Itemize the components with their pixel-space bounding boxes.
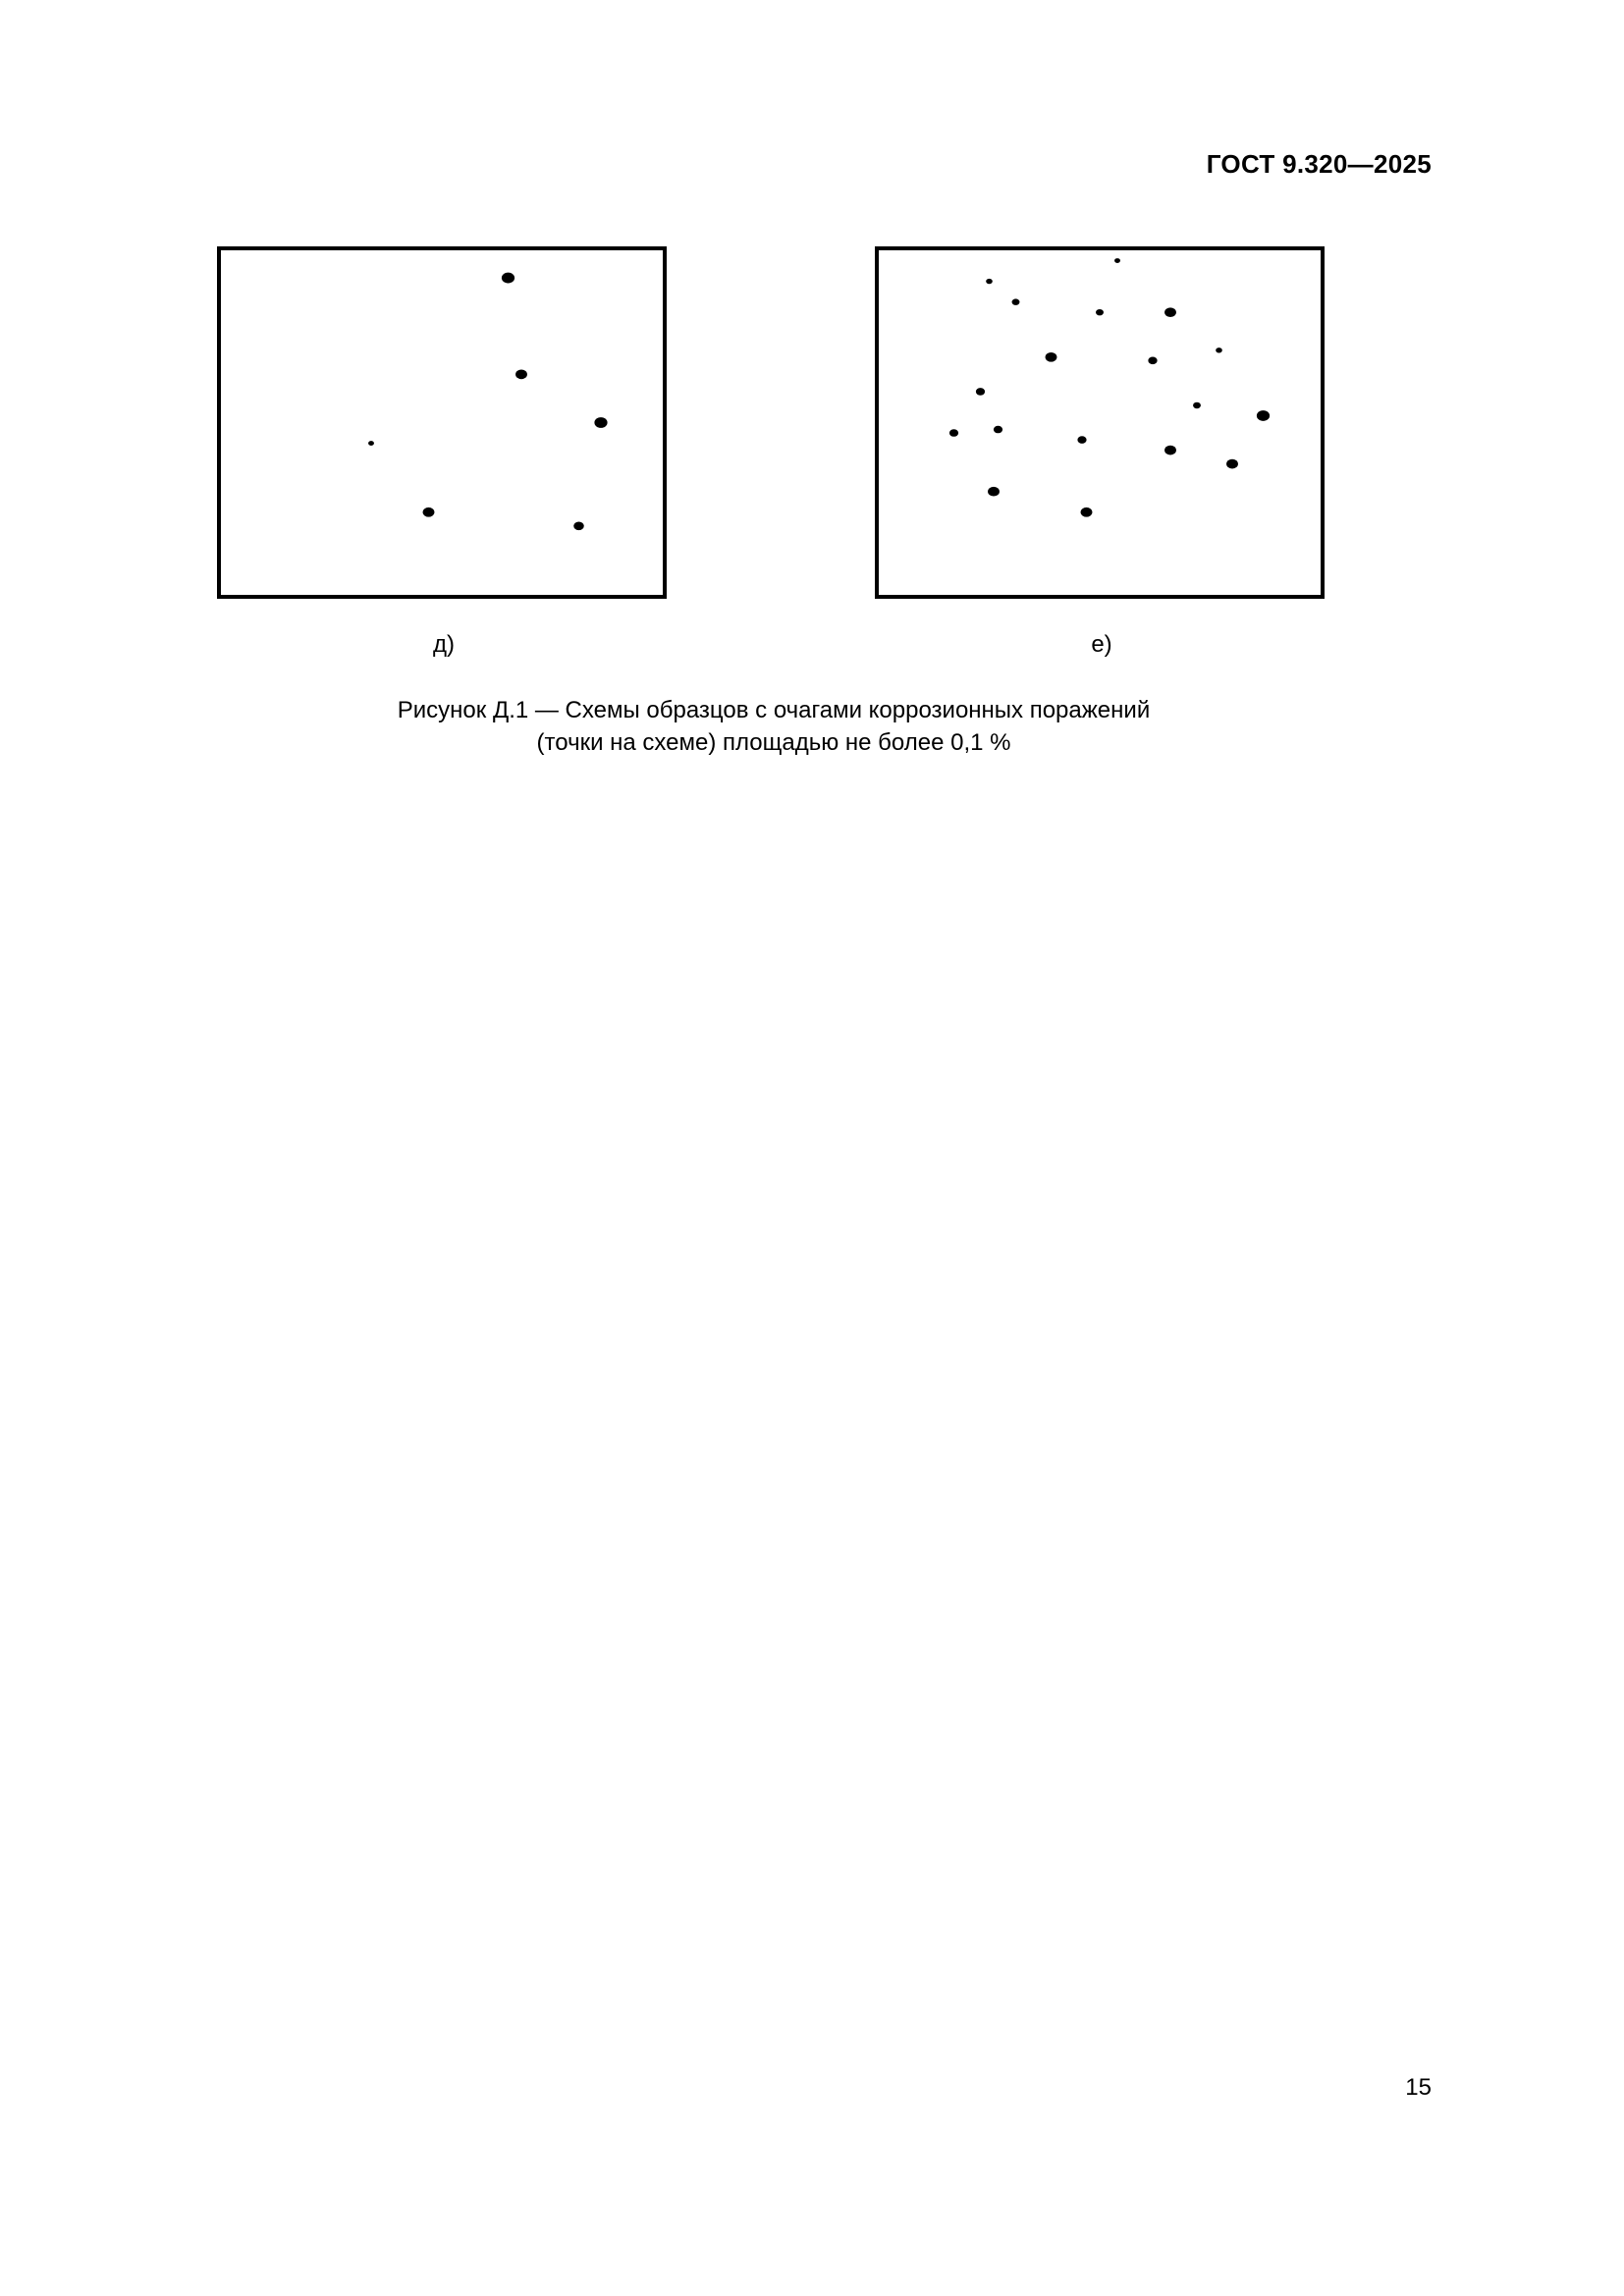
corrosion-spot — [1012, 298, 1020, 304]
corrosion-spot — [986, 279, 993, 284]
corrosion-spot — [594, 417, 607, 428]
corrosion-spot — [1226, 459, 1238, 469]
sample-scheme-e — [875, 246, 1325, 599]
figure-caption-line-1: Рисунок Д.1 — Схемы образцов с очагами коррозионных поражений — [397, 697, 1151, 723]
corrosion-spot — [502, 273, 514, 284]
corrosion-spot — [976, 388, 985, 396]
corrosion-spot — [1148, 357, 1157, 365]
corrosion-spot — [949, 429, 958, 437]
corrosion-spot — [1257, 410, 1270, 421]
corrosion-spot — [1046, 352, 1057, 362]
panel-label-d: д) — [433, 631, 455, 658]
corrosion-spot — [988, 487, 1000, 497]
sample-scheme-d — [217, 246, 667, 599]
corrosion-spot — [1164, 307, 1176, 317]
corrosion-spot — [1164, 446, 1176, 455]
corrosion-spot — [368, 441, 374, 446]
sample-scheme-e-drawing — [879, 250, 1321, 595]
corrosion-spot — [1077, 436, 1086, 444]
figure-caption-line-2: (точки на схеме) площадью не более 0,1 % — [536, 729, 1011, 756]
document-code: ГОСТ 9.320—2025 — [1206, 149, 1432, 179]
corrosion-spot — [1081, 507, 1093, 517]
panel-label-e: е) — [1091, 631, 1112, 658]
corrosion-spot — [994, 426, 1002, 434]
corrosion-spot — [1114, 258, 1120, 263]
corrosion-spot — [423, 507, 435, 517]
sample-scheme-d-drawing — [221, 250, 663, 595]
corrosion-spot — [573, 521, 584, 530]
corrosion-spot — [515, 370, 527, 380]
corrosion-spot — [1216, 347, 1222, 352]
corrosion-spot — [1193, 402, 1201, 408]
corrosion-spot — [1096, 309, 1104, 315]
page-number: 15 — [1405, 2074, 1432, 2101]
figure-caption — [0, 694, 1547, 759]
